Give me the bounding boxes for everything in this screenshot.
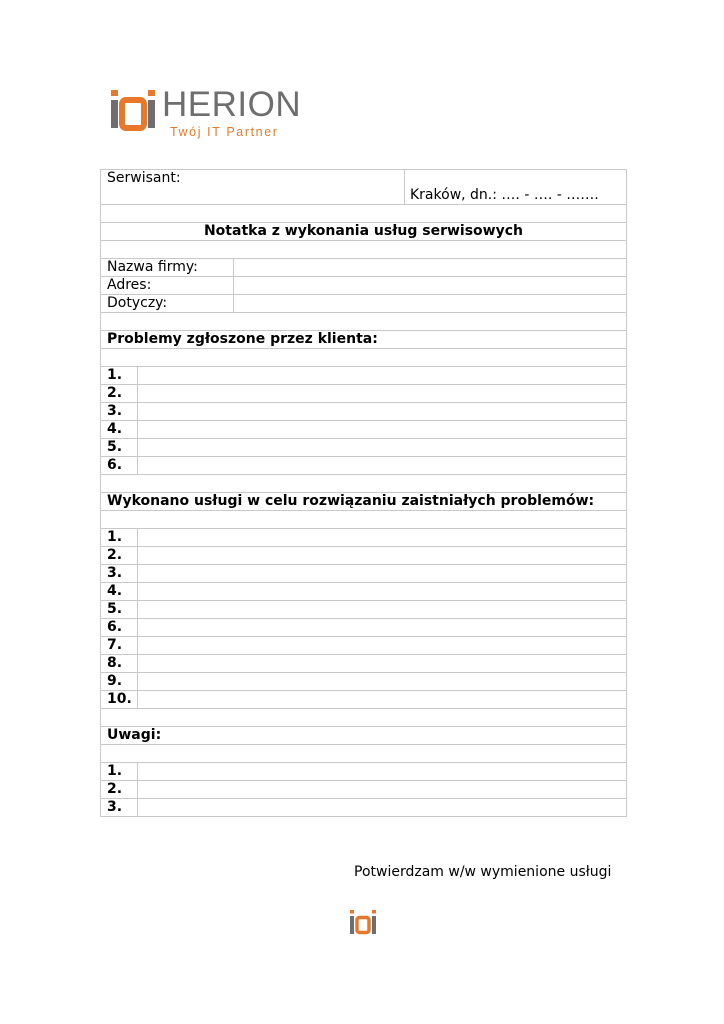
services-item-row <box>101 529 626 547</box>
problems-item-row <box>101 367 626 385</box>
problems-item-field[interactable] <box>138 421 626 438</box>
services-item-row <box>101 619 626 637</box>
problems-item-number: 1. <box>107 367 123 383</box>
serwisant-label: Serwisant: <box>107 170 181 186</box>
problems-item-number: 2. <box>107 385 123 401</box>
services-item-field[interactable] <box>138 637 626 654</box>
notes-heading: Uwagi: <box>101 727 626 745</box>
service-note-form <box>100 169 627 817</box>
services-item-number: 10. <box>107 691 132 707</box>
notes-item-field[interactable] <box>138 763 626 780</box>
problems-item-number: 3. <box>107 403 123 419</box>
problems-heading: Problemy zgłoszone przez klienta: <box>101 331 626 349</box>
services-item-row <box>101 637 626 655</box>
services-item-field[interactable] <box>138 691 626 708</box>
services-item-row <box>101 583 626 601</box>
services-item-number: 5. <box>107 601 123 617</box>
column-divider <box>404 170 405 204</box>
services-item-field[interactable] <box>138 619 626 636</box>
notes-item-field[interactable] <box>138 799 626 816</box>
services-item-row <box>101 601 626 619</box>
empty-row <box>101 709 626 727</box>
problems-item-row <box>101 457 626 475</box>
problems-item-field[interactable] <box>138 439 626 456</box>
services-item-number: 7. <box>107 637 123 653</box>
notes-list <box>101 763 626 817</box>
notes-item-field[interactable] <box>138 781 626 798</box>
services-item-row <box>101 547 626 565</box>
regarding-field[interactable] <box>234 295 626 312</box>
address-row <box>101 277 626 295</box>
problems-item-row <box>101 385 626 403</box>
services-item-field[interactable] <box>138 529 626 546</box>
services-item-row <box>101 655 626 673</box>
empty-row <box>101 241 626 259</box>
problems-item-field[interactable] <box>138 403 626 420</box>
services-item-field[interactable] <box>138 673 626 690</box>
logo-tagline: Twój IT Partner <box>170 125 279 139</box>
empty-row <box>101 745 626 763</box>
empty-row <box>101 349 626 367</box>
services-item-row <box>101 691 626 709</box>
form-title: Notatka z wykonania usług serwisowych <box>101 223 626 241</box>
services-item-row <box>101 565 626 583</box>
services-item-number: 8. <box>107 655 123 671</box>
problems-item-number: 5. <box>107 439 123 455</box>
date-line: Kraków, dn.: …. - …. - ……. <box>410 187 599 203</box>
services-item-field[interactable] <box>138 655 626 672</box>
problems-item-number: 6. <box>107 457 123 473</box>
herion-footer-logo-icon <box>349 910 377 936</box>
problems-list <box>101 367 626 475</box>
notes-item-number: 3. <box>107 799 123 815</box>
problems-item-field[interactable] <box>138 367 626 384</box>
services-item-number: 3. <box>107 565 123 581</box>
notes-item-row <box>101 781 626 799</box>
services-item-number: 9. <box>107 673 123 689</box>
services-list <box>101 529 626 709</box>
services-item-number: 4. <box>107 583 123 599</box>
services-item-number: 1. <box>107 529 123 545</box>
problems-item-number: 4. <box>107 421 123 437</box>
services-item-field[interactable] <box>138 601 626 618</box>
problems-item-field[interactable] <box>138 457 626 474</box>
herion-logo <box>110 85 330 146</box>
empty-row <box>101 475 626 493</box>
services-heading: Wykonano usługi w celu rozwiązaniu zaistniałych problemów: <box>101 493 626 511</box>
empty-row <box>101 313 626 331</box>
company-name-field[interactable] <box>234 259 626 276</box>
herion-logo-icon <box>110 90 160 134</box>
services-item-number: 6. <box>107 619 123 635</box>
confirmation-text: Potwierdzam w/w wymienione usługi <box>354 864 612 880</box>
services-item-row <box>101 673 626 691</box>
services-item-field[interactable] <box>138 565 626 582</box>
header-row <box>101 170 626 205</box>
logo-wordmark: HERION <box>162 85 302 124</box>
notes-item-number: 2. <box>107 781 123 797</box>
problems-item-field[interactable] <box>138 385 626 402</box>
problems-item-row <box>101 403 626 421</box>
services-item-number: 2. <box>107 547 123 563</box>
address-label: Adres: <box>107 277 152 293</box>
company-name-label: Nazwa firmy: <box>107 259 198 275</box>
notes-item-number: 1. <box>107 763 123 779</box>
regarding-label: Dotyczy: <box>107 295 168 311</box>
company-name-row <box>101 259 626 277</box>
regarding-row <box>101 295 626 313</box>
notes-item-row <box>101 763 626 781</box>
services-item-field[interactable] <box>138 547 626 564</box>
notes-item-row <box>101 799 626 817</box>
problems-item-row <box>101 439 626 457</box>
empty-row <box>101 205 626 223</box>
empty-row <box>101 511 626 529</box>
address-field[interactable] <box>234 277 626 294</box>
problems-item-row <box>101 421 626 439</box>
services-item-field[interactable] <box>138 583 626 600</box>
